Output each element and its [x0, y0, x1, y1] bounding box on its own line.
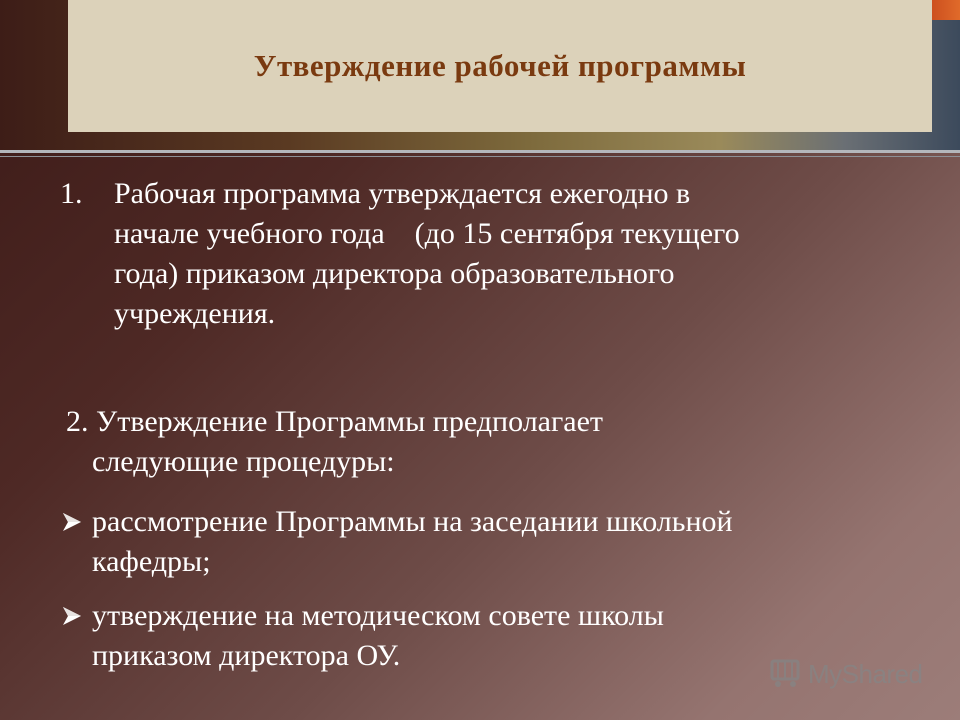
item2-line-1: 2. Утверждение Программы предполагает — [66, 405, 604, 438]
item1-line-1: Рабочая программа утверждается ежегодно в — [114, 177, 691, 210]
bullet2-line-1: утверждение на методическом совете школы — [92, 599, 664, 632]
bullet1-line-2: кафедры; — [92, 545, 211, 578]
myshared-cart-icon — [768, 655, 802, 694]
myshared-watermark — [768, 652, 923, 696]
watermark-text: MyShared — [808, 658, 923, 689]
item1-line-2: начале учебного года (до 15 сентября текущего — [114, 217, 740, 250]
arrowhead-bullet-icon — [62, 606, 82, 626]
slide-title: Утверждение рабочей программы — [253, 48, 747, 83]
divider-rule — [0, 150, 960, 153]
item2-line-2: следующие процедуры: — [92, 445, 395, 478]
item1-line-4: учреждения. — [114, 297, 276, 330]
arrowhead-bullet-icon — [62, 512, 82, 532]
bullet2-line-2: приказом директора ОУ. — [92, 639, 401, 672]
item1-number: 1. — [60, 177, 83, 210]
item1-line-3: года) приказом директора образовательного — [114, 257, 675, 290]
bullet1-line-1: рассмотрение Программы на заседании школьной — [92, 505, 733, 538]
divider-rule-thin — [0, 156, 960, 157]
title-box — [68, 0, 932, 132]
